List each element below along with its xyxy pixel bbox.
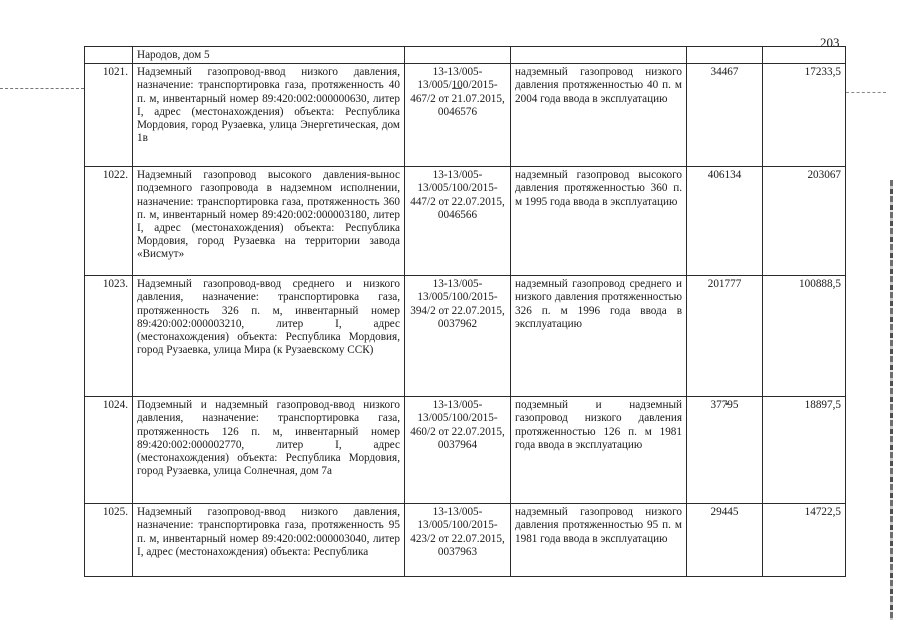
row-number: 1024.: [85, 397, 133, 504]
object-characteristics: надземный газопровод высокого давления протяженностью 360 п. м 1995 года ввода в эксплуатацию: [511, 167, 687, 276]
value-cell-1: 406134: [687, 167, 763, 276]
value-cell-1: [687, 47, 763, 64]
value-cell-1: 34467: [687, 64, 763, 167]
scan-dash-left: [0, 88, 84, 89]
object-description: Надземный газопровод-ввод низкого давления, назначение: транспортировка газа, протяженность 40 п. м, инвентарный номер 89:420:002:000000630, литер I, адрес (местонахождения) объекта: Республика Мордовия, город Рузаевка, улица Энергетическая, дом 1в: [133, 64, 405, 167]
row-number: 1023.: [85, 276, 133, 397]
value-cell-1: 37795: [687, 397, 763, 504]
table-row: [85, 64, 846, 167]
object-description: Надземный газопровод высокого давления-вынос подземного газопровода в надземном исполнении, назначение: транспортировка газа, протяженность 360 п. м, инвентарный номер 89:420:002:000003180, литер I, адрес (местонахождения) объекта: Республика Мордовия, город Рузаевка на территории завода «Висмут»: [133, 167, 405, 276]
registration-record: 13-13/005-13/005/100/2015-460/2 от 22.07.2015, 0037964: [405, 397, 511, 504]
property-registry-table: [84, 46, 846, 577]
table-row: [85, 167, 846, 276]
value-cell-2: 17233,5: [763, 64, 846, 167]
value-cell-1: 201777: [687, 276, 763, 397]
object-description: Надземный газопровод-ввод низкого давления, назначение: транспортировка газа, протяженность 95 п. м, инвентарный номер 89:420:002:000003040, литер I, адрес (местонахождения) объекта: Республика: [133, 504, 405, 577]
object-characteristics: надземный газопровод низкого давления протяженностью 95 п. м 1981 года ввода в эксплуатацию: [511, 504, 687, 577]
registration-record: 13-13/005-13/005/100/2015-447/2 от 22.07.2015, 0046566: [405, 167, 511, 276]
row-number: 1025.: [85, 504, 133, 577]
table-row: [85, 504, 846, 577]
scan-edge-right: [890, 180, 893, 620]
object-characteristics: подземный и надземный газопровод низкого давления протяженностью 126 п. м 1981 года ввода в эксплуатацию: [511, 397, 687, 504]
value-cell-2: 203067: [763, 167, 846, 276]
object-description: Народов, дом 5: [133, 47, 405, 64]
registration-record: 13-13/005-13/005/100/2015-423/2 от 22.07.2015, 0037963: [405, 504, 511, 577]
object-characteristics: надземный газопровод низкого давления протяженностью 40 п. м 2004 года ввода в эксплуатацию: [511, 64, 687, 167]
object-characteristics: [511, 47, 687, 64]
row-number: 1021.: [85, 64, 133, 167]
value-cell-1: 29445: [687, 504, 763, 577]
row-number: 1022.: [85, 167, 133, 276]
object-description: Надземный газопровод-ввод среднего и низкого давления, назначение: транспортировка газа, протяженность 326 п. м, инвентарный номер 89:420:002:000003210, литер I, адрес (местонахождения) объекта: Республика Мордовия, город Рузаевка, улица Мира (к Рузаевскому ССК): [133, 276, 405, 397]
object-description: Подземный и надземный газопровод-ввод низкого давления, назначение: транспортировка газа, протяженность 126 п. м, инвентарный номер 89:420:002:000002770, литер I, адрес (местонахождения) объекта: Республика Мордовия, город Рузаевка, улица Солнечная, дом 7а: [133, 397, 405, 504]
table-row: [85, 397, 846, 504]
table-row: [85, 276, 846, 397]
scan-dash-right: [846, 92, 886, 93]
object-characteristics: надземный газопровод среднего и низкого давления протяженностью 326 п. м 1996 года ввода в эксплуатацию: [511, 276, 687, 397]
table-row: [85, 47, 846, 64]
registration-record: 13-13/005-13/005/100/2015-467/2 от 21.07.2015, 0046576: [405, 64, 511, 167]
value-cell-2: 14722,5: [763, 504, 846, 577]
registration-record: 13-13/005-13/005/100/2015-394/2 от 22.07.2015, 0037962: [405, 276, 511, 397]
page-number: 203: [820, 35, 840, 50]
value-cell-2: [763, 47, 846, 64]
row-number: [85, 47, 133, 64]
registration-record: [405, 47, 511, 64]
value-cell-2: 100888,5: [763, 276, 846, 397]
value-cell-2: 18897,5: [763, 397, 846, 504]
